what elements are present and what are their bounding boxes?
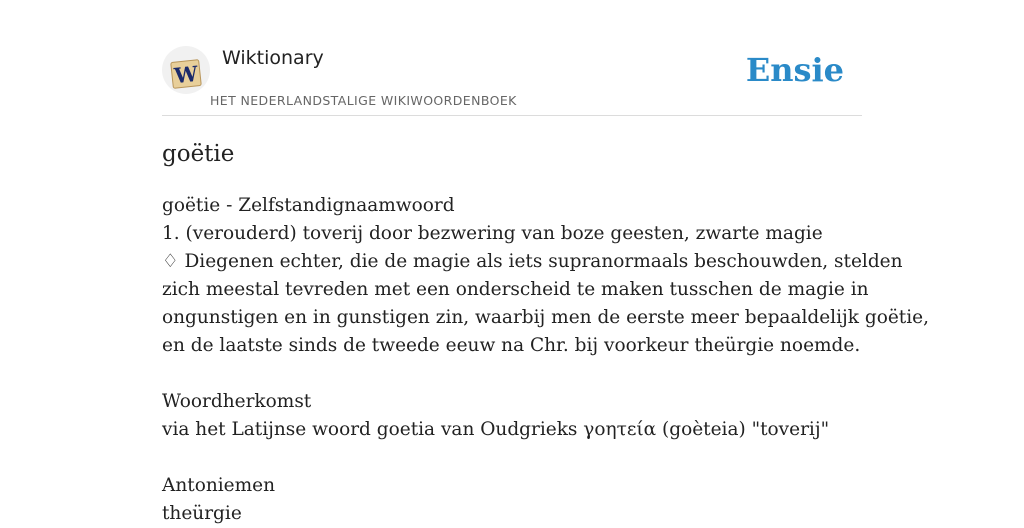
wiktionary-logo-icon[interactable]	[162, 46, 210, 94]
entry-content	[162, 192, 929, 528]
definition-text: 1. (verouderd) toverij door bezwering van boze geesten, zwarte magie	[162, 223, 823, 244]
example-line: ♢ Diegenen echter, die de magie als iets supranormaals beschouwden, stelden	[162, 251, 903, 272]
svg-text:W: W	[173, 60, 200, 89]
ensie-brand-link[interactable]: Ensie	[745, 51, 844, 89]
etymology-heading: Woordherkomst	[162, 391, 312, 412]
w-tile-icon	[169, 59, 203, 89]
spacer	[162, 360, 862, 388]
entry-heading: goëtie - Zelfstandignaamwoord	[162, 195, 455, 216]
etymology-text: via het Latijnse woord goetia van Oudgrieks γοητεία (goèteia) "toverij"	[162, 419, 830, 440]
example-line: ongunstigen en in gunstigen zin, waarbij men de eerste meer bepaaldelijk goëtie,	[162, 307, 929, 328]
antonyms-heading: Antoniemen	[162, 475, 276, 496]
page-title: goëtie	[162, 141, 235, 167]
site-header	[162, 40, 862, 116]
site-tagline: HET NEDERLANDSTALIGE WIKIWOORDENBOEK	[210, 93, 517, 108]
example-line: en de laatste sinds de tweede eeuw na Chr. bij voorkeur theürgie noemde.	[162, 335, 861, 356]
example-line: zich meestal tevreden met een onderscheid te maken tusschen de magie in	[162, 279, 869, 300]
site-name[interactable]: Wiktionary	[222, 47, 324, 69]
spacer	[162, 444, 862, 472]
antonyms-text[interactable]: theürgie	[162, 503, 242, 524]
